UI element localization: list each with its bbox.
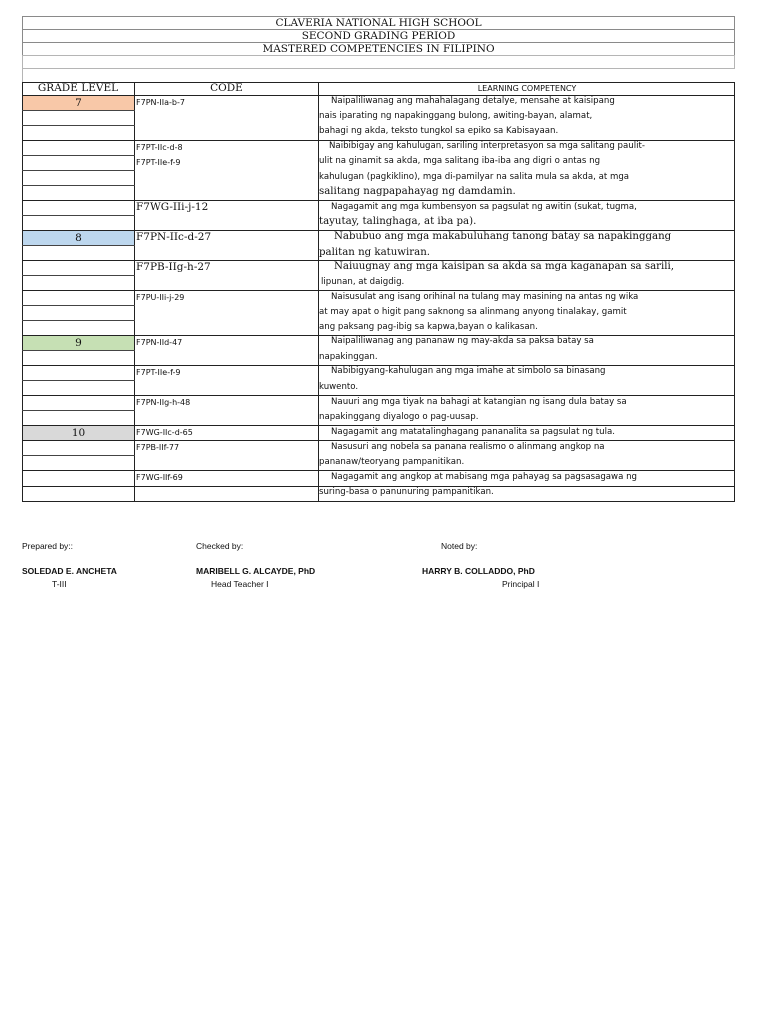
- grade-cell-line: [22, 185, 135, 186]
- competency-text: Naisusulat ang isang orihinal na tulang may masining na antas ng wika: [331, 292, 639, 302]
- competency-text: Nagagamit ang matatalinghagang pananalita sa pagsulat ng tula.: [331, 427, 616, 437]
- competency-text: palitan ng katuwiran.: [319, 247, 431, 258]
- competency-text: Naipaliliwanag ang mahahalagang detalye, mensahe at kaisipang: [331, 96, 615, 106]
- competency-code: F7PB-IIg-h-27: [136, 261, 211, 273]
- row-separator: [22, 395, 735, 396]
- grade-cell-line: [22, 410, 135, 411]
- preparer-name: SOLEDAD E. ANCHETA: [22, 566, 117, 576]
- competency-text: Nabubuo ang mga makabuluhang tanong batay sa napakinggang: [334, 231, 672, 242]
- school-name: CLAVERIA NATIONAL HIGH SCHOOL: [22, 16, 735, 30]
- competency-text: kuwento.: [319, 382, 359, 392]
- checker-title: Head Teacher I: [211, 579, 269, 589]
- competency-text: tayutay, talinghaga, at iba pa).: [319, 216, 477, 227]
- competency-text: Naiuugnay ang mga kaisipan sa akda sa mga kaganapan sa sarili,: [334, 261, 675, 272]
- row-separator: [22, 470, 735, 471]
- competency-code: F7PB-IIf-77: [136, 443, 180, 452]
- competency-text: Nasusuri ang nobela sa panana realismo o alinmang angkop na: [331, 442, 605, 452]
- grade-cell-line: [22, 110, 135, 111]
- competency-text: Nauuri ang mga tiyak na bahagi at katangian ng isang dula batay sa: [331, 397, 627, 407]
- grade-cell-line: [22, 305, 135, 306]
- competency-text: at may apat o higit pang saknong sa alinmang anyong tinalakay, gamit: [319, 307, 627, 317]
- noter-title: Principal I: [502, 579, 540, 589]
- grade-7-cell: 7: [23, 96, 134, 110]
- competency-text: napakinggang diyalogo o pag-uusap.: [319, 412, 479, 422]
- grade-cell-line: [22, 455, 135, 456]
- competency-code: F7PN-IIa-b-7: [136, 98, 185, 107]
- competency-text: Naibibigay ang kahulugan, sariling interpretasyon sa mga salitang paulit-: [329, 141, 645, 151]
- competency-text: Nabibigyang-kahulugan ang mga imahe at simbolo sa binasang: [331, 366, 606, 376]
- competency-code: F7PT-IIe-f-9: [136, 368, 181, 377]
- competency-text: ang paksang pag-ibig sa kapwa,bayan o kalikasan.: [319, 322, 538, 332]
- competency-text: Naipaliliwanag ang pananaw ng may-akda sa paksa batay sa: [331, 336, 594, 346]
- grade-cell-line: [22, 380, 135, 381]
- row-separator: [22, 440, 735, 441]
- row-separator: [22, 425, 735, 426]
- competency-text: suring-basa o panunuring pampanitikan.: [319, 487, 494, 497]
- code-header: CODE: [210, 82, 243, 94]
- blank-row: [22, 55, 735, 69]
- competency-text: bahagi ng akda, teksto tungkol sa epiko sa Kabisayaan.: [319, 126, 559, 136]
- grade-cell-line: [22, 350, 135, 351]
- competency-code: F7PT-IIc-d-8: [136, 143, 183, 152]
- competency-code: F7WG-IIi-j-12: [136, 201, 209, 213]
- noter-name: HARRY B. COLLADDO, PhD: [422, 566, 535, 576]
- competency-text: Nagagamit ang angkop at mabisang mga pahayag sa pagsasagawa ng: [331, 472, 637, 482]
- competency-text: salitang nagpapahayag ng damdamin.: [319, 186, 516, 197]
- learning-competency-header: LEARNING COMPETENCY: [477, 84, 577, 93]
- competency-text: ulit na ginamit sa akda, mga salitang iba-iba ang digri o antas ng: [319, 156, 601, 166]
- grading-period: SECOND GRADING PERIOD: [22, 29, 735, 43]
- competency-code: F7PN-IIg-h-48: [136, 398, 191, 407]
- grade-cell-line: [22, 155, 135, 156]
- competency-code: F7PN-IIc-d-27: [136, 231, 212, 243]
- column-divider: [134, 82, 135, 502]
- grade-cell-line: [22, 245, 135, 246]
- grade-8-cell: 8: [23, 231, 134, 245]
- grade-cell-line: [22, 215, 135, 216]
- grade-cell-line: [22, 170, 135, 171]
- blank-row: [22, 68, 735, 82]
- competency-text: lipunan, at daigdig.: [321, 277, 405, 287]
- document-title: MASTERED COMPETENCIES IN FILIPINO: [22, 42, 735, 56]
- preparer-title: T-III: [52, 579, 67, 589]
- grade-cell-line: [22, 320, 135, 321]
- competency-text: napakinggan.: [319, 352, 378, 362]
- grade-level-header: GRADE LEVEL: [37, 82, 119, 94]
- noted-by-label: Noted by:: [441, 541, 478, 551]
- competency-code: F7WG-IIc-d-65: [136, 428, 193, 437]
- competency-code: F7PU-IIi-j-29: [136, 293, 185, 302]
- checked-by-label: Checked by:: [196, 541, 244, 551]
- grade-cell-line: [22, 125, 135, 126]
- row-separator: [22, 290, 735, 291]
- competency-text: Nagagamit ang mga kumbensyon sa pagsulat ng awitin (sukat, tugma,: [331, 202, 637, 212]
- prepared-by-label: Prepared by::: [22, 541, 74, 551]
- competency-code: F7PN-IId-47: [136, 338, 183, 347]
- competency-text: nais iparating ng napakinggang bulong, awiting-bayan, alamat,: [319, 111, 593, 121]
- grade-9-cell: 9: [23, 336, 134, 350]
- competency-text: pananaw/teoryang pampanitikan.: [319, 457, 465, 467]
- competency-code: F7PT-IIe-f-9: [136, 158, 181, 167]
- competency-code: F7WG-IIf-69: [136, 473, 183, 482]
- checker-name: MARIBELL G. ALCAYDE, PhD: [196, 566, 316, 576]
- competency-text: kahulugan (pagkiklino), mga di-pamilyar na salita mula sa akda, at mga: [319, 172, 630, 182]
- grade-cell-line: [22, 275, 135, 276]
- row-separator: [22, 200, 735, 201]
- grade-10-cell: 10: [23, 426, 134, 440]
